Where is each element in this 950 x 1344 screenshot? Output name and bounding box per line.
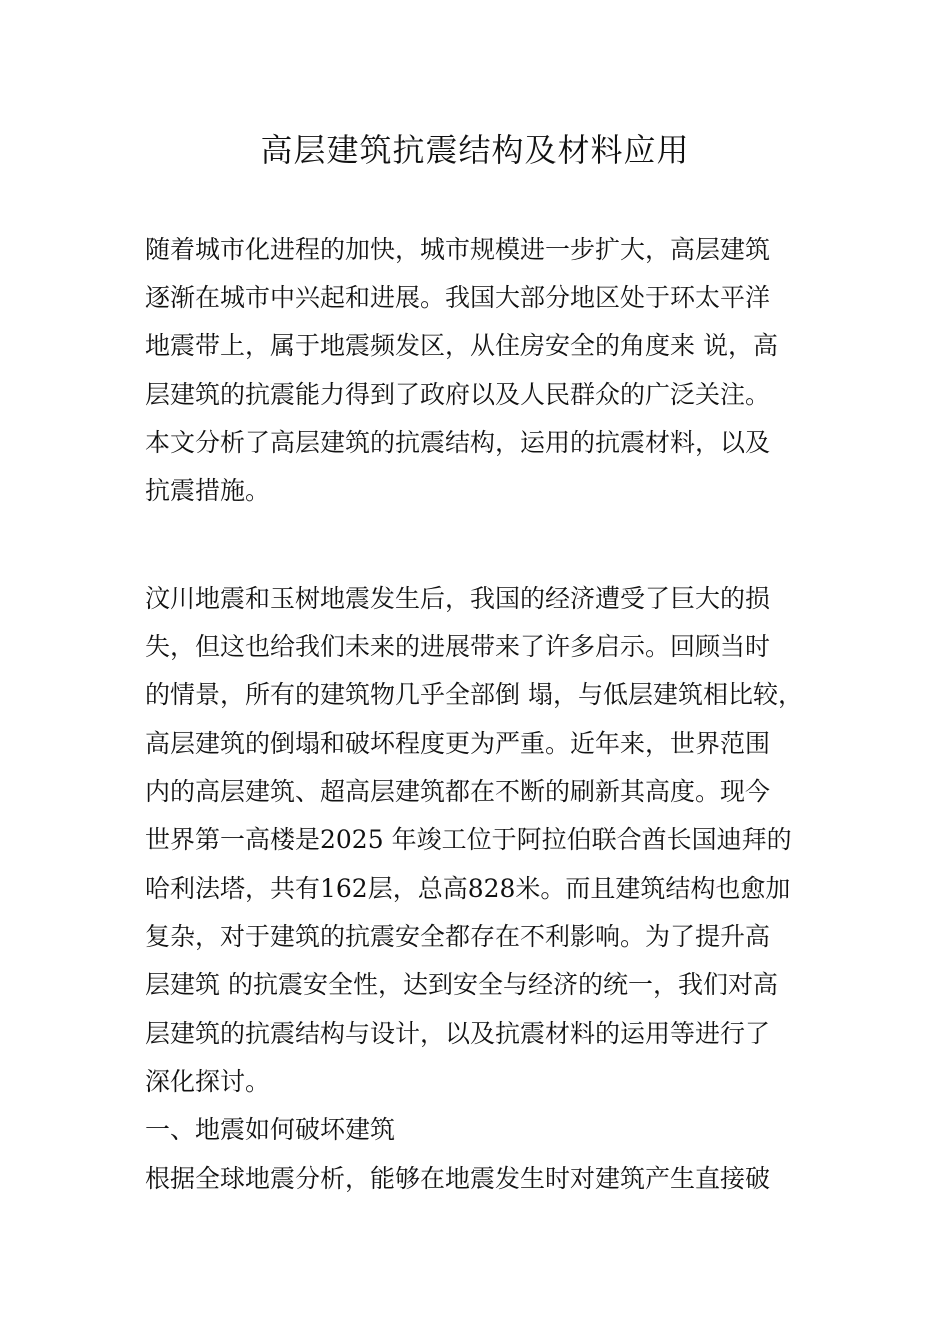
text-line: 深化探讨。 [145,1067,271,1096]
text-line: 本文分析了高层建筑的抗震结构，运用的抗震材料，以及 [145,428,771,457]
text-line: 层建筑的抗震能力得到了政府以及人民群众的广泛关注。 [145,380,771,409]
text-line: 抗震措施。 [145,476,271,505]
text-line: 内的高层建筑、超高层建筑都在不断的刷新其高度。现今 [145,777,771,806]
text-line: 层建筑 的抗震安全性，达到安全与经济的统一，我们对高 [145,970,778,999]
document-title: 高层建筑抗震结构及材料应用 [260,131,690,169]
text-line: 层建筑的抗震结构与设计，以及抗震材料的运用等进行了 [145,1019,771,1048]
section-heading: 一、地震如何破坏建筑 [145,1115,396,1144]
text-line: 的情景，所有的建筑物几乎全部倒 塌，与低层建筑相比较， [145,680,803,709]
text-line: 根据全球地震分析，能够在地震发生时对建筑产生直接破 [145,1164,771,1193]
text-line: 逐渐在城市中兴起和进展。我国大部分地区处于环太平洋 [145,283,771,312]
text-line: 地震带上，属于地震频发区，从住房安全的角度来 说，高 [145,331,778,360]
text-line: 世界第一高楼是2025 年竣工位于阿拉伯联合酋长国迪拜的 [145,825,792,854]
text-line: 哈利法塔，共有162层，总高828米。而且建筑结构也愈加 [145,874,791,903]
text-line: 复杂，对于建筑的抗震安全都存在不利影响。为了提升高 [145,922,771,951]
text-line: 失，但这也给我们未来的进展带来了许多启示。回顾当时 [145,632,771,661]
text-line: 高层建筑的倒塌和破坏程度更为严重。近年来，世界范围 [145,729,771,758]
text-line: 随着城市化进程的加快，城市规模进一步扩大，高层建筑 [145,235,771,264]
text-line: 汶川地震和玉树地震发生后，我国的经济遭受了巨大的损 [145,584,771,613]
